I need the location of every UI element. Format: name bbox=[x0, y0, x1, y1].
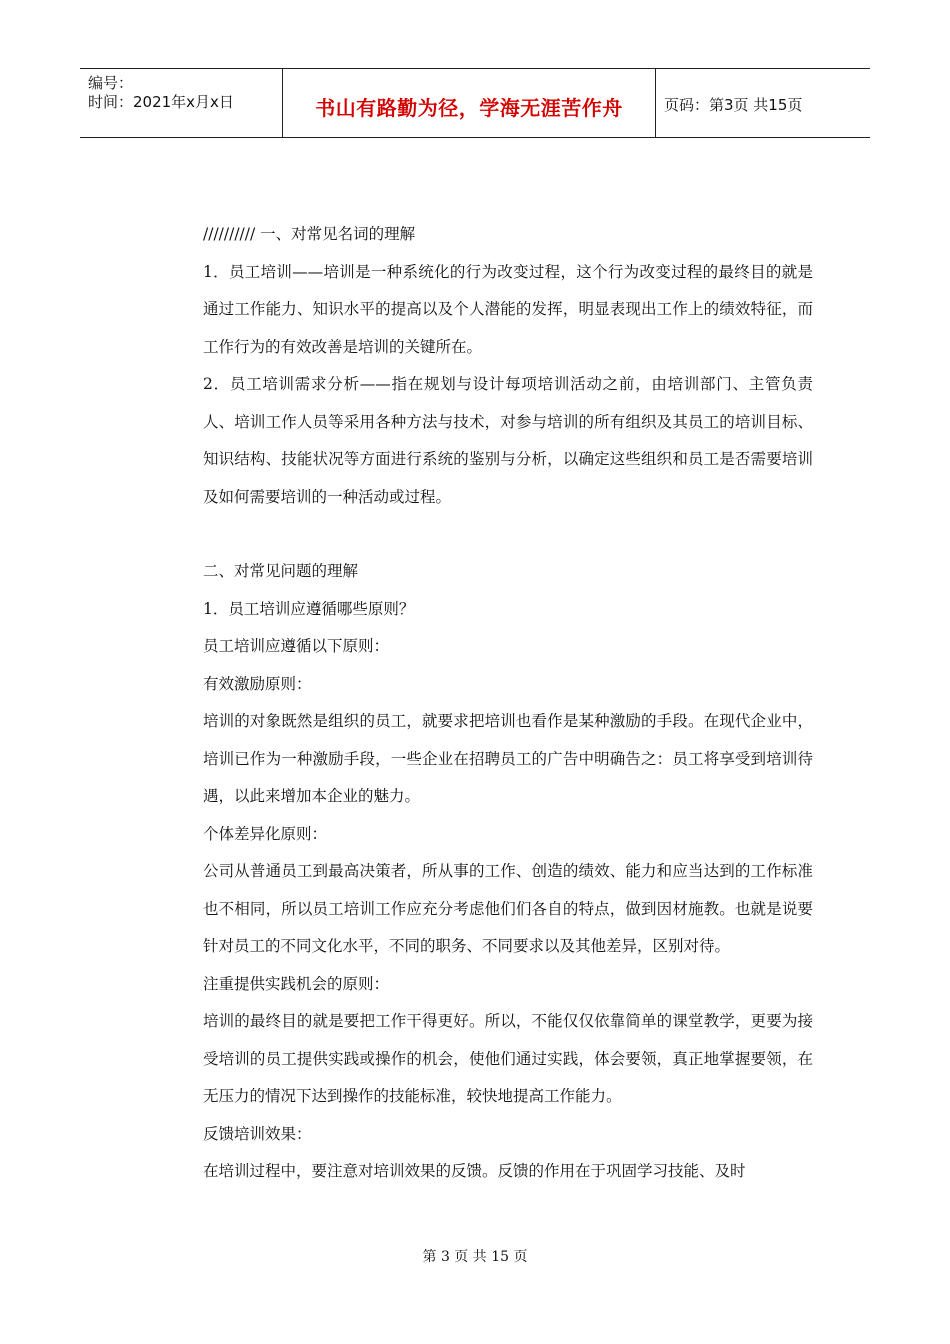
page-header bbox=[80, 68, 870, 138]
section-heading-2: 二、对常见问题的理解 bbox=[203, 562, 359, 580]
question-heading: 1．员工培训应遵循哪些原则？ bbox=[203, 599, 415, 618]
header-motto: 书山有路勤为径，学海无涯苦作舟 bbox=[315, 96, 623, 120]
body-paragraph: 1．员工培训——培训是一种系统化的行为改变过程，这个行为改变过程的最终目的就是通过工作能力、知识水平的提高以及个人潜能的发挥，明显表现出工作上的绩效特征，而工作行为的有效改善是培训的关键所在。 bbox=[203, 262, 813, 356]
document-body bbox=[203, 216, 813, 1191]
header-page-cell bbox=[656, 69, 870, 137]
paragraph-spacer bbox=[203, 516, 813, 553]
body-paragraph: 员工培训应遵循以下原则： bbox=[203, 637, 390, 655]
body-paragraph: 培训的对象既然是组织的员工，就要求把培训也看作是某种激励的手段。在现代企业中，培训已作为一种激励手段，一些企业在招聘员工的广告中明确告之：员工将享受到培训待遇，以此来增加本企业的魅力。 bbox=[203, 712, 813, 805]
principle-heading: 个体差异化原则： bbox=[203, 824, 328, 843]
document-number-label: 编号： bbox=[88, 74, 134, 92]
body-paragraph: 培训的最终目的就是要把工作干得更好。所以，不能仅仅依靠简单的课堂教学，更要为接受培训的员工提供实践或操作的机会，使他们通过实践，体会要领，真正地掌握要领，在无压力的情况下达到操作的技能标准，较快地提高工作能力。 bbox=[203, 1012, 813, 1105]
document-time-label: 时间：2021年x月x日 bbox=[88, 93, 234, 111]
header-page-info: 页码：第3页 共15页 bbox=[664, 96, 803, 114]
body-paragraph: 2．员工培训需求分析——指在规划与设计每项培训活动之前，由培训部门、主管负责人、培训工作人员等采用各种方法与技术，对参与培训的所有组织及其员工的培训目标、知识结构、技能状况等方面进行系统的鉴别与分析，以确定这些组织和员工是否需要培训及如何需要培训的一种活动或过程。 bbox=[203, 375, 813, 506]
body-paragraph: 公司从普通员工到最高决策者，所从事的工作、创造的绩效、能力和应当达到的工作标准也不相同，所以员工培训工作应充分考虑他们们各自的特点，做到因材施教。也就是说要针对员工的不同文化水平，不同的职务、不同要求以及其他差异，区别对待。 bbox=[203, 862, 813, 955]
header-meta-cell bbox=[80, 69, 283, 137]
page-footer: 第 3 页 共 15 页 bbox=[422, 1249, 528, 1265]
principle-heading: 注重提供实践机会的原则： bbox=[203, 974, 390, 993]
principle-heading: 有效激励原则： bbox=[203, 674, 312, 693]
body-paragraph: 在培训过程中，要注意对培训效果的反馈。反馈的作用在于巩固学习技能、及时 bbox=[203, 1162, 746, 1180]
principle-heading: 反馈培训效果： bbox=[203, 1124, 312, 1143]
header-motto-cell bbox=[283, 69, 656, 137]
section-heading-1: ////////// 一、对常见名词的理解 bbox=[203, 225, 416, 243]
